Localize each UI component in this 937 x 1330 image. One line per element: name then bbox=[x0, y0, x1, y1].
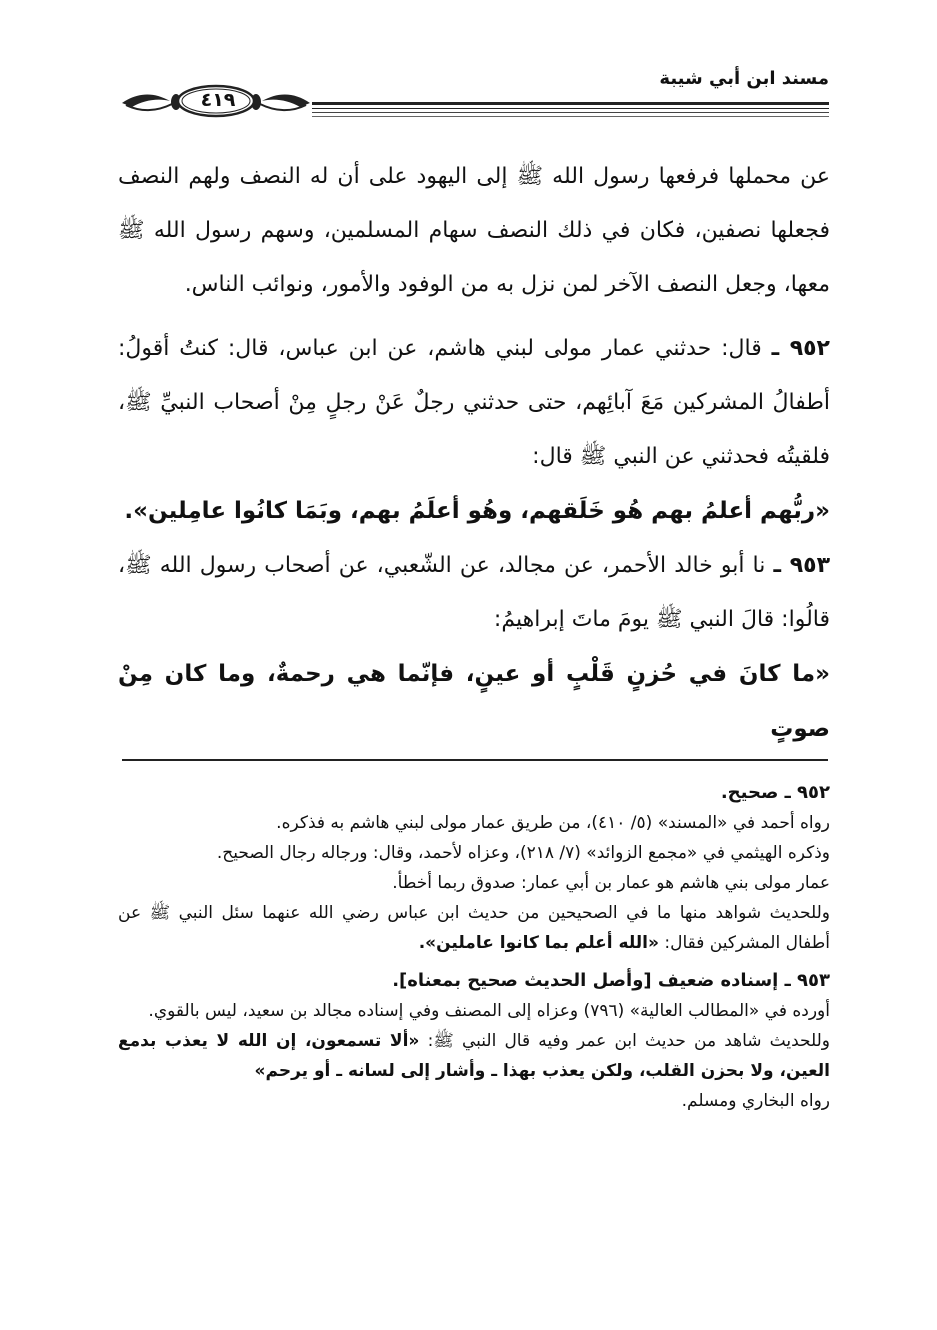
footnote-952-heading: ٩٥٢ ـ صحيح. bbox=[720, 782, 830, 803]
header-rule bbox=[312, 108, 829, 109]
hadith-number: ٩٥٣ ـ bbox=[773, 553, 831, 578]
footnote-quote: «ألا تسمعون، إن الله لا يعذب بدمع العين، ولا بحزن القلب، ولكن يعذب بهذا ـ وأشار إلى لسانه ـ أو يرحم» bbox=[118, 1031, 830, 1081]
footnote-line bbox=[118, 898, 830, 958]
footnotes bbox=[118, 778, 830, 1116]
footnote-line: عمار مولى بني هاشم هو عمار بن أبي عمار: صدوق ربما أخطأ. bbox=[392, 873, 830, 893]
hadith-953 bbox=[118, 539, 830, 647]
paragraph-continuation: عن محملها فرفعها رسول الله ﷺ إلى اليهود على أن له النصف ولهم النصف فجعلها نصفين، فكان في ذلك النصف سهام المسلمين، وسهم رسول الله ﷺ معها، وجعل النصف الآخر لمن نزل به من الوفود والأمور، ونوائب الناس. bbox=[118, 164, 830, 297]
footnote-text: وللحديث شاهد من حديث ابن عمر وفيه قال النبي ﷺ: bbox=[427, 1031, 830, 1051]
hadith-953-quote bbox=[118, 647, 830, 757]
footnote-line: أورده في «المطالب العالية» (٧٩٦) وعزاه إلى المصنف وفي إسناده مجالد بن سعيد، ليس بالقوي. bbox=[148, 1001, 830, 1021]
footnote-line bbox=[118, 1026, 830, 1086]
hadith-number: ٩٥٢ ـ bbox=[771, 336, 830, 361]
footnote-line: رواه البخاري ومسلم. bbox=[681, 1091, 830, 1111]
header-rule bbox=[312, 112, 829, 113]
main-text bbox=[118, 150, 830, 757]
header-rule bbox=[312, 116, 829, 117]
book-title: مسند ابن أبي شيبة bbox=[659, 68, 829, 89]
hadith-chain: قال: حدثني عمار مولى لبني هاشم، عن ابن عباس، قال: كنتُ أقولُ: أطفالُ المشركين مَعَ آبائِهم، حتى حدثني رجلٌ عَنْ رجلٍ مِنْ أصحاب النبيِّ ﷺ، فلقيتُه فحدثني عن النبي ﷺ قال: bbox=[118, 336, 830, 469]
hadith-quote: «ما كانَ في حُزنٍ قَلْبٍ أو عينٍ، فإنّما هي رحمةٌ، وما كان مِنْ صوتٍ bbox=[118, 661, 830, 742]
footnote-text: وللحديث شواهد منها ما في الصحيحين من حديث ابن عباس رضي الله عنهما سئل النبي ﷺ عن أطفال المشركين فقال: bbox=[118, 903, 830, 953]
footnote-line: رواه أحمد في «المسند» (٥/ ٤١٠)، من طريق عمار مولى لبني هاشم به فذكره. bbox=[276, 813, 830, 833]
footnote-divider bbox=[122, 759, 828, 761]
footnote-quote: «الله أعلم بما كانوا عاملين». bbox=[418, 933, 659, 953]
hadith-quote: «ربُّهم أعلمُ بهم هُو خَلَقهم، وهُو أعلَمُ بهم، وبَمَا كانُوا عامِلين». bbox=[124, 498, 830, 524]
hadith-952 bbox=[118, 322, 830, 484]
hadith-chain: نا أبو خالد الأحمر، عن مجالد، عن الشّعبي، عن أصحاب رسول الله ﷺ، قالُوا: قالَ النبي ﷺ يومَ ماتَ إبراهيمُ: bbox=[118, 553, 830, 632]
page-number: ٤١٩ bbox=[200, 89, 236, 111]
hadith-952-quote bbox=[118, 484, 830, 539]
header-rule bbox=[312, 102, 829, 105]
footnote-953-heading: ٩٥٣ ـ إسناده ضعيف [وأصل الحديث صحيح بمعناه]. bbox=[392, 970, 830, 991]
footnote-line: وذكره الهيثمي في «مجمع الزوائد» (٧/ ٢١٨)، وعزاه لأحمد، وقال: ورجاله رجال الصحيح. bbox=[216, 843, 830, 863]
